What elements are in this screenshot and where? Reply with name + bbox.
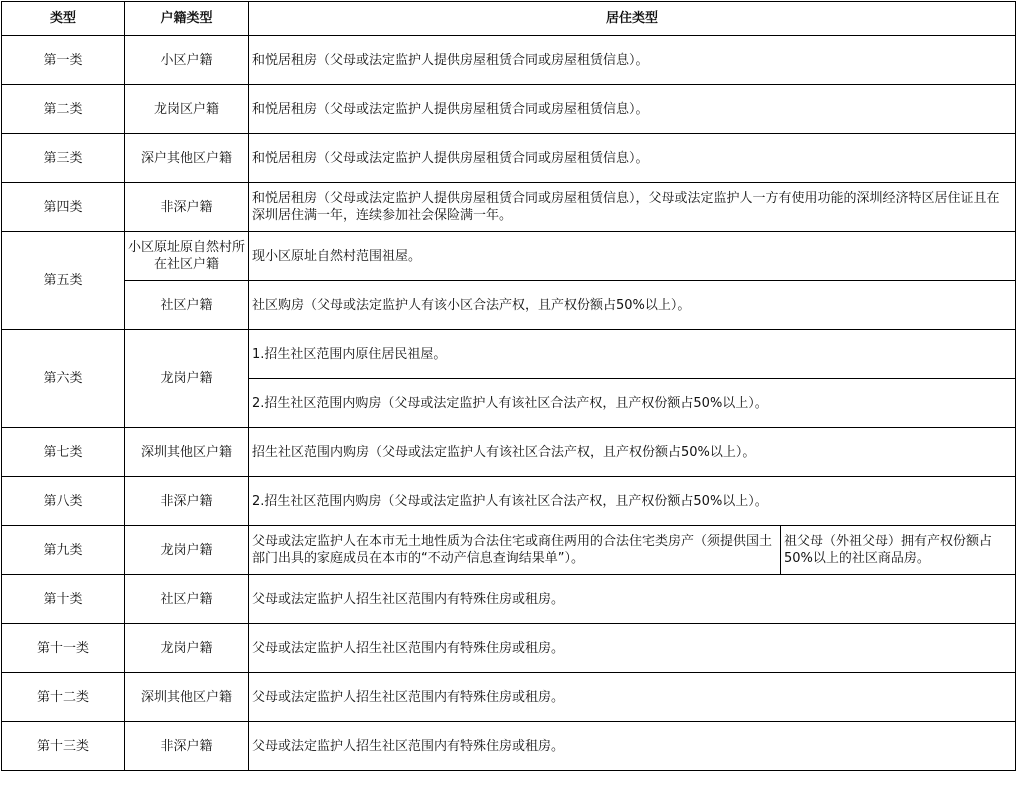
- household-cell: 龙岗户籍: [125, 526, 249, 575]
- table-row: [2, 624, 1016, 673]
- household-cell: 社区户籍: [125, 281, 249, 330]
- table-row: [2, 526, 1016, 575]
- household-cell: 龙岗区户籍: [125, 85, 249, 134]
- residence-cell: 父母或法定监护人招生社区范围内有特殊住房或租房。: [249, 722, 1016, 771]
- residence-cell: 2.招生社区范围内购房（父母或法定监护人有该社区合法产权，且产权份额占50%以上）。: [249, 477, 1016, 526]
- table-row: [2, 36, 1016, 85]
- household-cell: 社区户籍: [125, 575, 249, 624]
- table-row: [2, 722, 1016, 771]
- type-cell: 第二类: [2, 85, 125, 134]
- table-row: [2, 575, 1016, 624]
- household-cell: 非深户籍: [125, 477, 249, 526]
- type-cell: 第五类: [2, 232, 125, 330]
- table-row: [2, 281, 1016, 330]
- type-cell: 第四类: [2, 183, 125, 232]
- residence-cell: 招生社区范围内购房（父母或法定监护人有该社区合法产权，且产权份额占50%以上）。: [249, 428, 1016, 477]
- residence-cell: 和悦居租房（父母或法定监护人提供房屋租赁合同或房屋租赁信息）。: [249, 36, 1016, 85]
- residence-cell: 现小区原址自然村范围祖屋。: [249, 232, 1016, 281]
- residence-cell: 和悦居租房（父母或法定监护人提供房屋租赁合同或房屋租赁信息）。: [249, 85, 1016, 134]
- household-cell: 非深户籍: [125, 183, 249, 232]
- household-cell: 深圳其他区户籍: [125, 428, 249, 477]
- enrollment-category-table: [1, 1, 1016, 771]
- residence-item: 1.招生社区范围内原住居民祖屋。: [249, 330, 1016, 379]
- household-cell: 小区户籍: [125, 36, 249, 85]
- type-cell: 第三类: [2, 134, 125, 183]
- type-cell: 第十三类: [2, 722, 125, 771]
- household-cell: 深圳其他区户籍: [125, 673, 249, 722]
- type-cell: 第九类: [2, 526, 125, 575]
- residence-cell: 父母或法定监护人招生社区范围内有特殊住房或租房。: [249, 673, 1016, 722]
- residence-cell: 社区购房（父母或法定监护人有该小区合法产权，且产权份额占50%以上）。: [249, 281, 1016, 330]
- residence-cell: 和悦居租房（父母或法定监护人提供房屋租赁合同或房屋租赁信息）。: [249, 134, 1016, 183]
- residence-cell: 父母或法定监护人招生社区范围内有特殊住房或租房。: [249, 575, 1016, 624]
- table-row: [2, 477, 1016, 526]
- header-household: 户籍类型: [125, 2, 249, 36]
- residence-cell-secondary: 祖父母（外祖父母）拥有产权份额占50%以上的社区商品房。: [781, 526, 1016, 575]
- type-cell: 第六类: [2, 330, 125, 428]
- residence-item: 2.招生社区范围内购房（父母或法定监护人有该社区合法产权，且产权份额占50%以上）。: [249, 379, 1016, 428]
- type-cell: 第十类: [2, 575, 125, 624]
- table-row: [2, 428, 1016, 477]
- table-row: [2, 134, 1016, 183]
- residence-cell: 父母或法定监护人招生社区范围内有特殊住房或租房。: [249, 624, 1016, 673]
- type-cell: 第十一类: [2, 624, 125, 673]
- household-cell: 非深户籍: [125, 722, 249, 771]
- type-cell: 第一类: [2, 36, 125, 85]
- type-cell: 第八类: [2, 477, 125, 526]
- table-row: [2, 330, 1016, 379]
- header-type: 类型: [2, 2, 125, 36]
- table-row: [2, 232, 1016, 281]
- household-cell: 龙岗户籍: [125, 624, 249, 673]
- table-row: [2, 85, 1016, 134]
- table-row: [2, 183, 1016, 232]
- household-cell: 小区原址原自然村所在社区户籍: [125, 232, 249, 281]
- table-row: [2, 673, 1016, 722]
- header-residence: 居住类型: [249, 2, 1016, 36]
- residence-cell: 和悦居租房（父母或法定监护人提供房屋租赁合同或房屋租赁信息），父母或法定监护人一方有使用功能的深圳经济特区居住证且在深圳居住满一年，连续参加社会保险满一年。: [249, 183, 1016, 232]
- table-header-row: [2, 2, 1016, 36]
- household-cell: 深户其他区户籍: [125, 134, 249, 183]
- residence-cell-primary: 父母或法定监护人在本市无土地性质为合法住宅或商住两用的合法住宅类房产（须提供国土部门出具的家庭成员在本市的“不动产信息查询结果单”）。: [249, 526, 781, 575]
- household-cell: 龙岗户籍: [125, 330, 249, 428]
- type-cell: 第七类: [2, 428, 125, 477]
- type-cell: 第十二类: [2, 673, 125, 722]
